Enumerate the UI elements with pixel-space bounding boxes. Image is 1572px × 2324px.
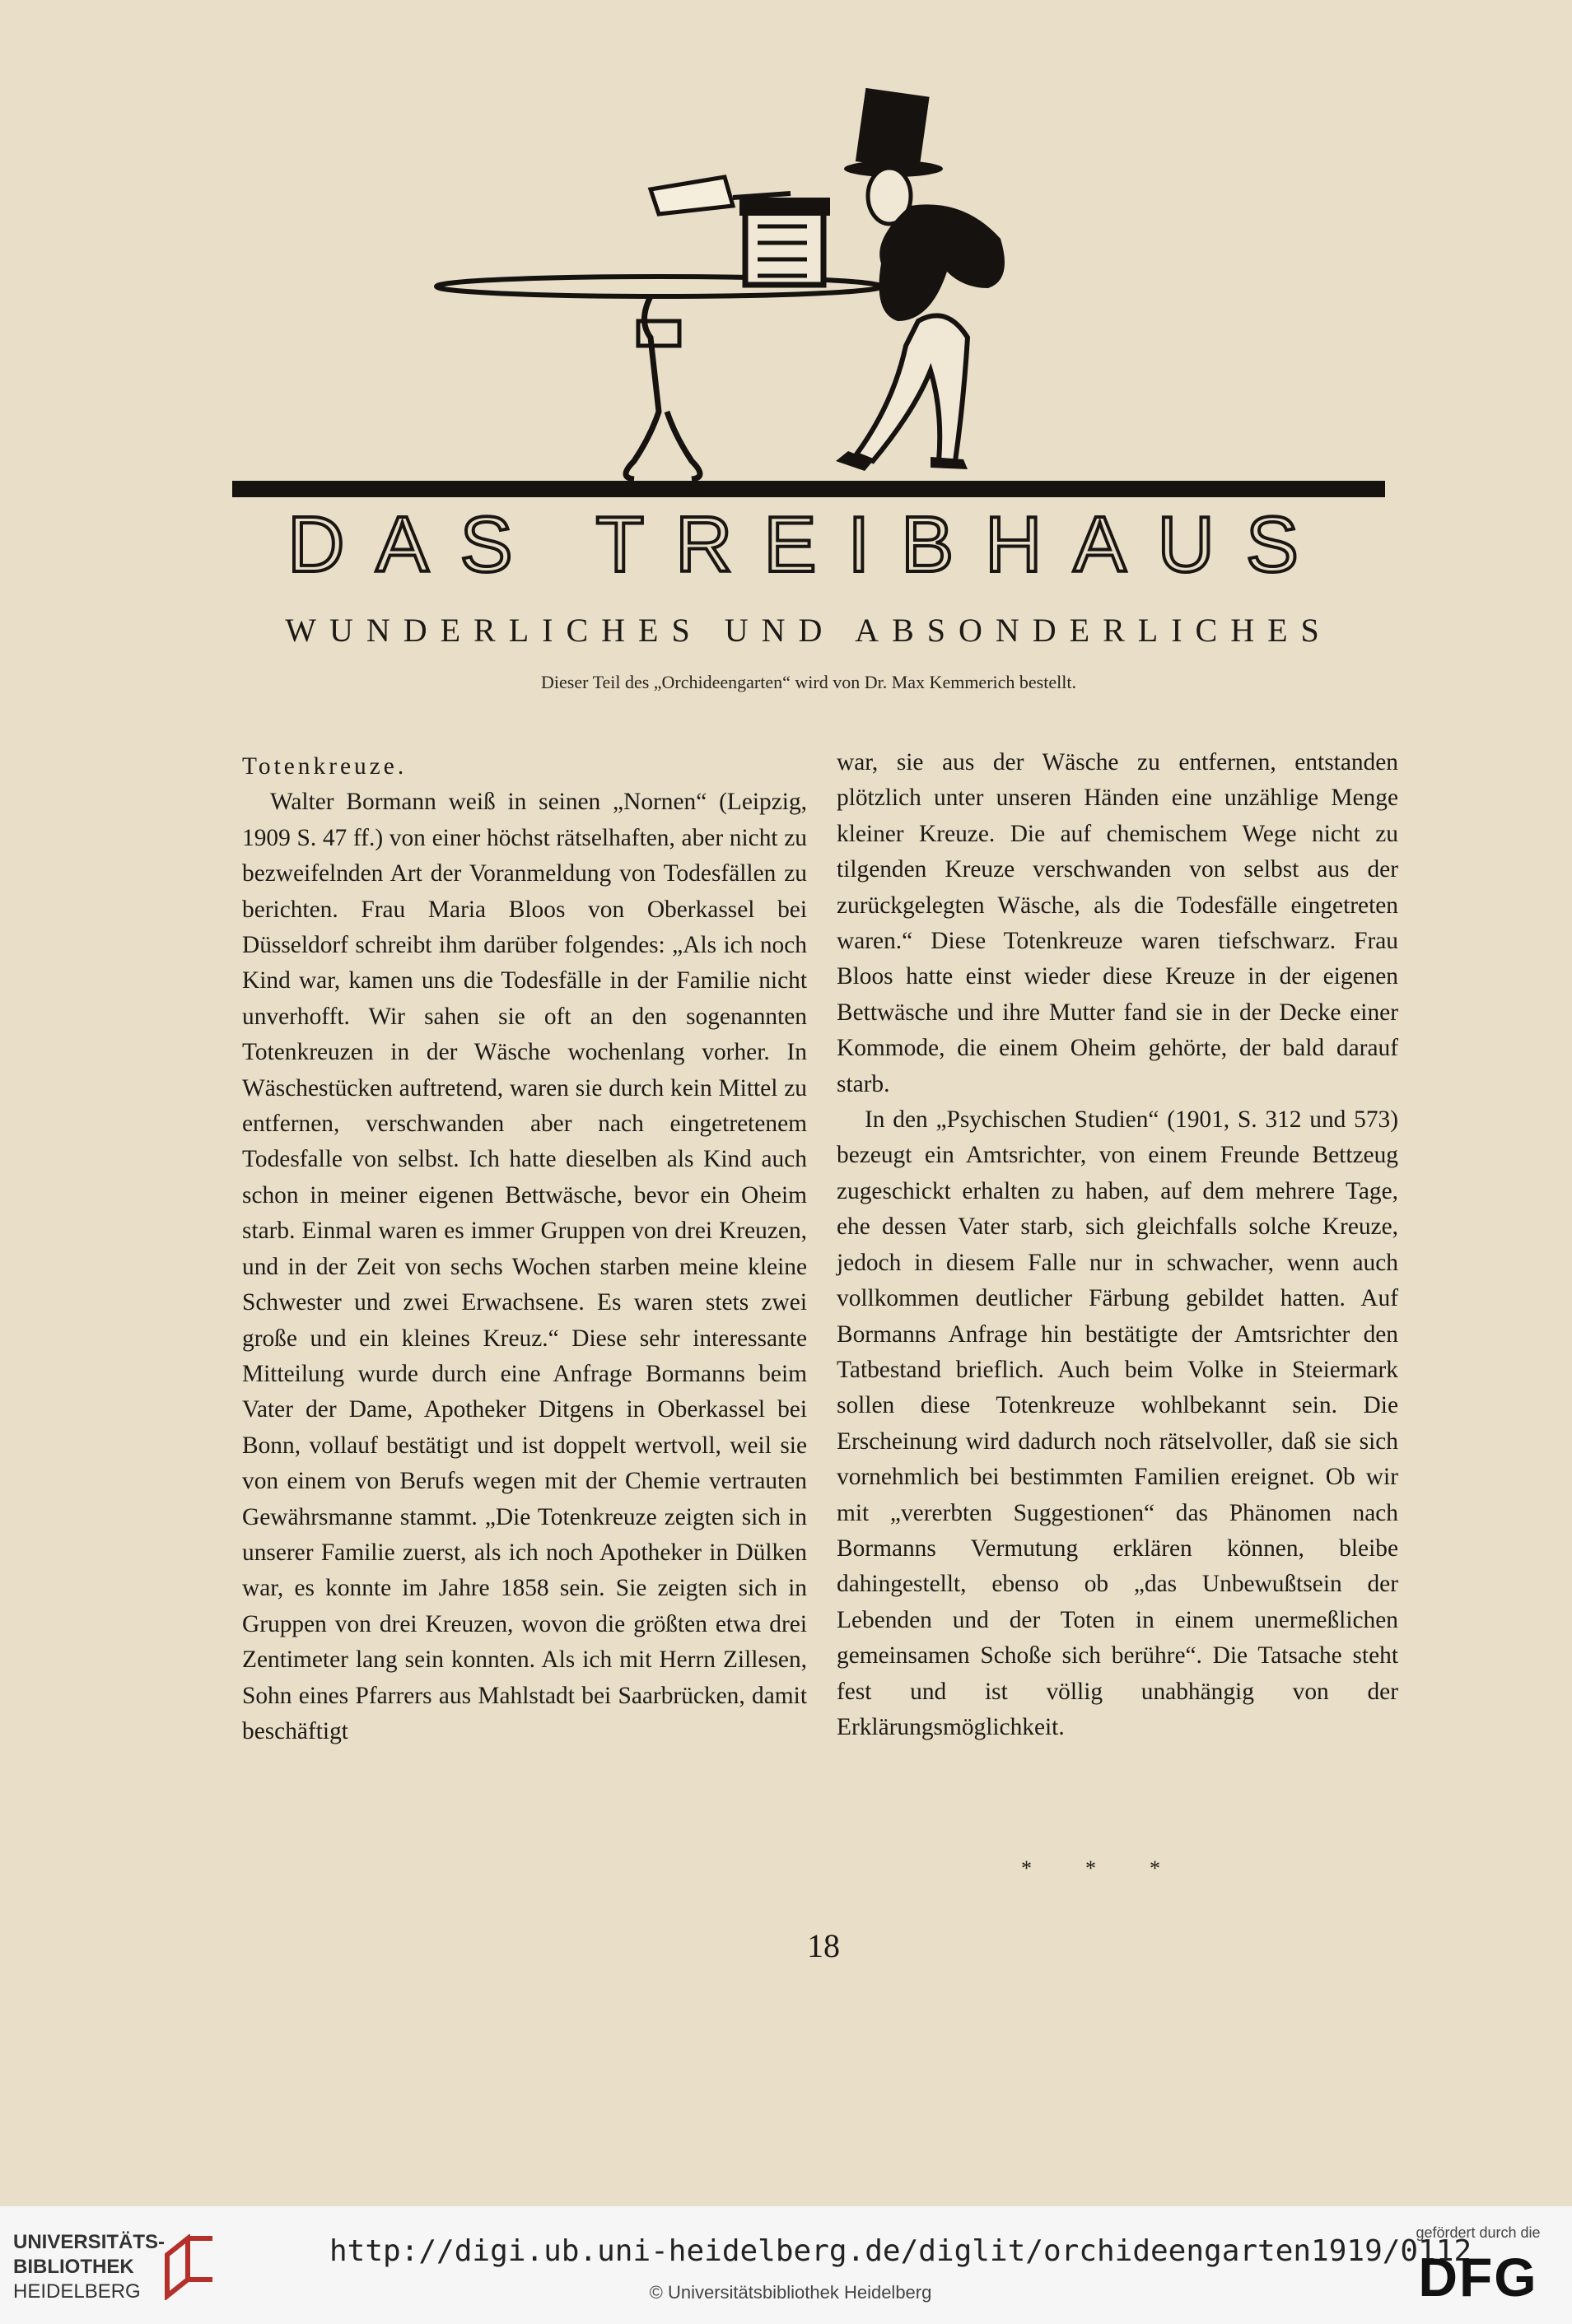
section-separator-stars: * * * [1021,1856,1160,1880]
right-paragraph: In den „Psychischen Studien“ (1901, S. 312 und 573) bezeugt ein Amtsrichter, von einem Freunde Bettzeug zugeschickt erhalten zu haben, auf dem mehrere Tage, ehe dessen Vater starb, sich gleichfalls solche Kreuze, jedoch in diesem Falle nur in schwacher, wenn auch vollkommen deutlicher Färbung gebildet hatten. Auf Bormanns Anfrage hin bestätigte der Amtsrichter den Tatbestand brieflich. Auch beim Volke in Steiermark sollen diese Totenkreuze wohlbekannt sein. Die Erscheinung wird dadurch noch rätselvoller, daß sie sich vornehmlich bei bestimmten Familien ereignet. Ob wir mit „vererbten Suggestionen“ das Phänomen nach Bormanns Vermutung erklären können, bleibe dahingestellt, ebenso ob „das Unbewußtsein der Lebenden und der Toten in einem unermeßlichen gemeinsamen Schoße sich berühre“. Die Tatsache steht fest und ist völlig unabhängig von der Erklärungsmöglichkeit. [837,1106,1398,1740]
main-title: DAS TREIBHAUS [287,504,1330,586]
left-paragraph: Walter Bormann weiß in seinen „Nornen“ (Leipzig, 1909 S. 47 ff.) von einer höchst rätselhaften, aber nicht zu bezweifelnden Art der Voranmeldung von Todesfällen zu berichten. Frau Maria Bloos von Oberkassel bei Düsseldorf schreibt ihm darüber folgendes: „Als ich noch Kind war, kamen uns die Todesfälle in der Familie nicht unverhofft. Wir sahen sie oft an den sogenannten Totenkreuzen in der Wäsche wochenlang vorher. In Wäschestücken auftretend, waren sie durch kein Mittel zu entfernen, verschwanden aber nach eingetretenem Todesfalle von selbst. Ich hatte dieselben als Kind auch schon in meiner eigenen Bettwäsche, bevor ein Oheim starb. Einmal waren es immer Gruppen von drei Kreuzen, und in der Zeit von sechs Wochen starben meine kleine Schwester und zwei Erwachsene. Es waren stets zwei große und ein kleines Kreuz.“ Diese sehr interessante Mitteilung wurde durch eine Anfrage Bormanns beim Vater der Dame, Apotheker Ditgens in Oberkassel bei Bonn, vollauf bestätigt und ist doppelt wertvoll, weil sie von einem von Berufs wegen mit der Chemie vertrauten Gewährsmanne stammt. „Die Totenkreuze zeigten sich in unserer Familie zuerst, als ich noch Apotheker in Dülken war, es konnte im Jahre 1858 sein. Sie zeigten sich in Gruppen von drei Kreuzen, wovon die größten etwa drei Zentimeter lang sein konnten. Als ich mit Herrn Zillesen, Sohn eines Pfarrers aus Mahlstadt bei Saarbrücken, damit beschäftigt [242,789,807,1744]
main-title-lettering [232,504,1385,586]
right-column [837,745,1398,1745]
header-illustration [222,74,1375,502]
source-url-link[interactable]: http://digi.ub.uni-heidelberg.de/diglit/orchideengarten1919/0112 [329,2234,1472,2268]
dfg-logo: DFG [1418,2247,1538,2308]
section-heading: Totenkreuze. [242,753,408,780]
library-name-line1: UNIVERSITÄTS- [13,2231,166,2253]
editor-note: Dieser Teil des „Orchideengarten“ wird von Dr. Max Kemmerich bestellt. [541,672,1076,692]
library-name-line2: BIBLIOTHEK [13,2256,134,2278]
footer-bar [0,2206,1572,2324]
library-name-line3: HEIDELBERG [13,2280,141,2303]
library-emblem-icon [163,2234,221,2300]
left-column [242,749,807,1749]
page-number: 18 [807,1927,840,1964]
right-paragraph: war, sie aus der Wäsche zu entfernen, entstanden plötzlich unter unseren Händen eine unzählige Menge kleiner Kreuze. Die auf chemischem Wege nicht zu tilgenden Kreuze verschwanden von selbst aus der zurückgelegten Wäsche, als die Todesfälle eingetreten waren.“ Diese Totenkreuze waren tiefschwarz. Frau Bloos hatte einst wieder diese Kreuze in der eigenen Bettwäsche und ihre Mutter fand sie in der Decke einer Kommode, die einem Oheim gehörte, der bald darauf starb. [837,749,1398,1097]
subtitle: WUNDERLICHES UND ABSONDERLICHES [285,612,1332,649]
funding-note: gefördert durch die [1416,2224,1541,2241]
title-rule [232,481,1385,497]
copyright-notice: © Universitätsbibliothek Heidelberg [649,2282,932,2303]
